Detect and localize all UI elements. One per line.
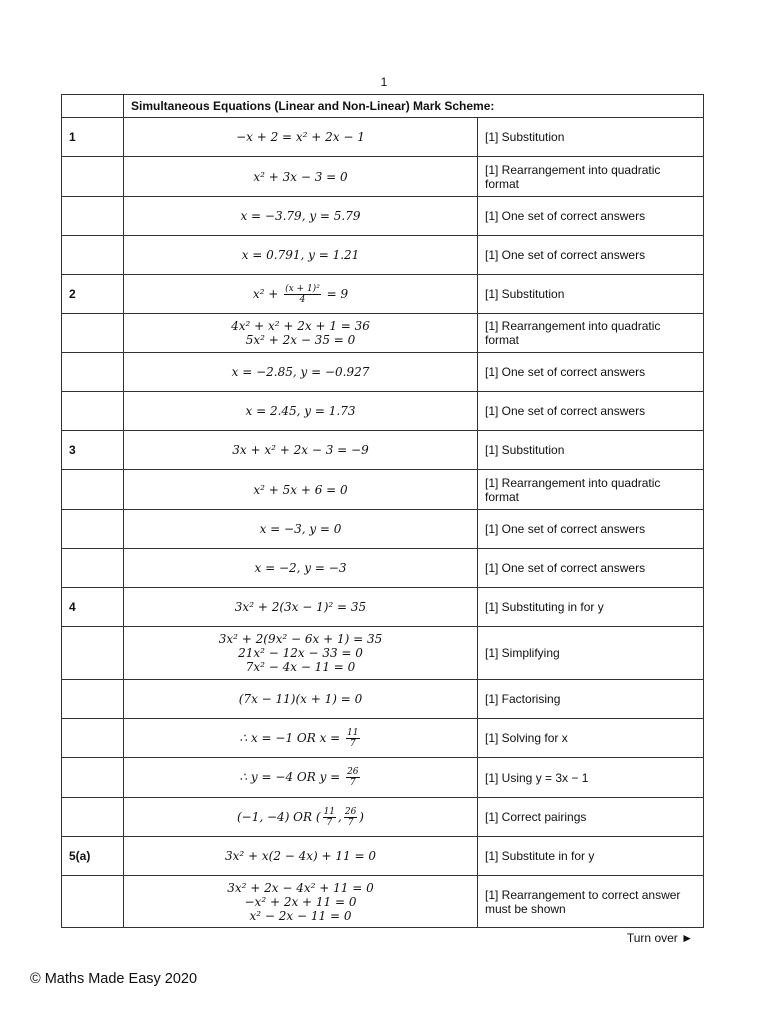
comma: , xyxy=(338,809,342,824)
table-row xyxy=(62,470,704,510)
fraction-numerator: 26 xyxy=(344,806,357,817)
copyright-footer: © Maths Made Easy 2020 xyxy=(30,971,198,987)
working-cell xyxy=(124,837,478,876)
working-cell xyxy=(124,118,478,157)
working-cell xyxy=(124,549,478,588)
table-row xyxy=(62,431,704,470)
question-number-cell xyxy=(62,798,124,837)
page-number: 1 xyxy=(380,75,388,89)
working-line: x = −3.79, y = 5.79 xyxy=(240,209,361,223)
header-empty-cell xyxy=(62,95,124,118)
working-line: −x + 2 = x² + 2x − 1 xyxy=(236,130,365,144)
mark-cell: [1] One set of correct answers xyxy=(478,392,704,431)
mark-cell: [1] Rearrangement into quadratic format xyxy=(478,157,704,197)
table-row xyxy=(62,680,704,719)
working-cell xyxy=(124,275,478,314)
mark-cell: [1] Rearrangement to correct answer must be shown xyxy=(478,876,704,928)
mark-cell: [1] Using y = 3x − 1 xyxy=(478,758,704,798)
fraction-numerator: 11 xyxy=(347,727,359,738)
working-text: = 9 xyxy=(322,286,349,301)
question-number-cell xyxy=(62,197,124,236)
fraction xyxy=(323,807,336,828)
working-text: (−1, −4) OR ( xyxy=(237,809,321,824)
question-number-cell xyxy=(62,157,124,197)
working-line: 21x² − 12x − 33 = 0 xyxy=(238,646,363,660)
question-number-cell: 2 xyxy=(62,275,124,314)
mark-cell: [1] Substitution xyxy=(478,431,704,470)
table-row xyxy=(62,627,704,680)
mark-cell: [1] Solving for x xyxy=(478,719,704,758)
mark-cell: [1] One set of correct answers xyxy=(478,549,704,588)
working-line: x = −2.85, y = −0.927 xyxy=(231,365,370,379)
working-line: x² − 2x − 11 = 0 xyxy=(249,908,352,923)
fraction-denominator: 4 xyxy=(299,294,306,305)
table-row xyxy=(62,353,704,392)
working-cell xyxy=(124,470,478,510)
table-row xyxy=(62,588,704,627)
question-number-cell: 5(a) xyxy=(62,837,124,876)
table-row xyxy=(62,758,704,798)
working-line: (7x − 11)(x + 1) = 0 xyxy=(238,692,363,706)
mark-cell: [1] One set of correct answers xyxy=(478,197,704,236)
question-number-cell: 3 xyxy=(62,431,124,470)
table-row xyxy=(62,197,704,236)
fraction-denominator: 7 xyxy=(349,778,356,788)
table-row xyxy=(62,314,704,353)
table-row xyxy=(62,275,704,314)
mark-scheme-title: Simultaneous Equations (Linear and Non-Linear) Mark Scheme: xyxy=(124,95,704,118)
mark-cell: [1] One set of correct answers xyxy=(478,236,704,275)
table-row xyxy=(62,236,704,275)
working-cell xyxy=(124,314,478,353)
working-cell xyxy=(124,431,478,470)
working-cell xyxy=(124,510,478,549)
working-line: 7x² − 4x − 11 = 0 xyxy=(245,660,356,674)
working-line: 4x² + x² + 2x + 1 = 36 xyxy=(231,319,370,333)
working-line: x = −3, y = 0 xyxy=(259,522,342,536)
working-line: x = 0.791, y = 1.21 xyxy=(241,248,360,262)
working-text: ) xyxy=(359,809,364,824)
working-cell xyxy=(124,197,478,236)
mark-cell: [1] Substitute in for y xyxy=(478,837,704,876)
working-line: 5x² + 2x − 35 = 0 xyxy=(245,333,356,347)
working-cell xyxy=(124,719,478,758)
fraction xyxy=(346,728,359,749)
question-number-cell: 1 xyxy=(62,118,124,157)
working-line: 3x² + x(2 − 4x) + 11 = 0 xyxy=(224,849,377,863)
mark-cell: [1] Substitution xyxy=(478,275,704,314)
working-cell xyxy=(124,798,478,837)
table-row xyxy=(62,876,704,928)
table-row xyxy=(62,392,704,431)
mark-cell: [1] Correct pairings xyxy=(478,798,704,837)
mark-cell: [1] Simplifying xyxy=(478,627,704,680)
question-number-cell xyxy=(62,876,124,928)
working-cell xyxy=(124,588,478,627)
question-number-cell xyxy=(62,353,124,392)
working-cell xyxy=(124,876,478,928)
question-number-cell xyxy=(62,470,124,510)
fraction-denominator: 7 xyxy=(347,817,354,828)
table-row xyxy=(62,510,704,549)
mark-cell: [1] One set of correct answers xyxy=(478,353,704,392)
working-cell xyxy=(124,353,478,392)
working-text: ∴ x = −1 OR x = xyxy=(239,730,345,745)
table-row xyxy=(62,549,704,588)
question-number-cell xyxy=(62,549,124,588)
table-row xyxy=(62,719,704,758)
mark-cell: [1] One set of correct answers xyxy=(478,510,704,549)
working-line: 3x² + 2(3x − 1)² = 35 xyxy=(234,600,367,614)
fraction xyxy=(344,807,357,828)
mark-cell: [1] Rearrangement into quadratic format xyxy=(478,314,704,353)
fraction-numerator: 26 xyxy=(347,767,359,777)
working-cell xyxy=(124,680,478,719)
working-text: x² + xyxy=(252,286,283,301)
mark-cell: [1] Factorising xyxy=(478,680,704,719)
question-number-cell xyxy=(62,236,124,275)
table-row xyxy=(62,798,704,837)
table-header-row xyxy=(62,95,704,118)
fraction xyxy=(284,284,321,305)
working-cell xyxy=(124,392,478,431)
question-number-cell xyxy=(62,758,124,798)
question-number-cell xyxy=(62,680,124,719)
table-row xyxy=(62,837,704,876)
working-line: −x² + 2x + 11 = 0 xyxy=(244,894,357,909)
working-line: x = 2.45, y = 1.73 xyxy=(245,404,356,418)
table-row xyxy=(62,157,704,197)
table-row xyxy=(62,118,704,157)
question-number-cell xyxy=(62,392,124,431)
question-number-cell xyxy=(62,627,124,680)
fraction-numerator: (x + 1)² xyxy=(285,283,320,294)
working-cell xyxy=(124,236,478,275)
working-line: 3x + x² + 2x − 3 = −9 xyxy=(232,443,369,457)
working-cell xyxy=(124,627,478,680)
mark-scheme-table xyxy=(61,94,704,928)
question-number-cell: 4 xyxy=(62,588,124,627)
mark-cell: [1] Substitution xyxy=(478,118,704,157)
working-line: 3x² + 2(9x² − 6x + 1) = 35 xyxy=(218,632,383,646)
turn-over-label: Turn over ► xyxy=(626,931,693,945)
working-line: 3x² + 2x − 4x² + 11 = 0 xyxy=(227,880,374,895)
fraction xyxy=(346,767,359,788)
working-line: x² + 3x − 3 = 0 xyxy=(253,169,348,184)
fraction-denominator: 7 xyxy=(326,817,333,828)
working-line: x = −2, y = −3 xyxy=(254,561,347,575)
working-cell xyxy=(124,157,478,197)
question-number-cell xyxy=(62,314,124,353)
mark-cell: [1] Rearrangement into quadratic format xyxy=(478,470,704,510)
fraction-denominator: 7 xyxy=(349,738,356,749)
question-number-cell xyxy=(62,510,124,549)
working-line: x² + 5x + 6 = 0 xyxy=(253,482,348,497)
mark-cell: [1] Substituting in for y xyxy=(478,588,704,627)
question-number-cell xyxy=(62,719,124,758)
fraction-numerator: 11 xyxy=(323,806,336,817)
working-cell xyxy=(124,758,478,798)
working-text: ∴ y = −4 OR y = xyxy=(239,770,345,784)
